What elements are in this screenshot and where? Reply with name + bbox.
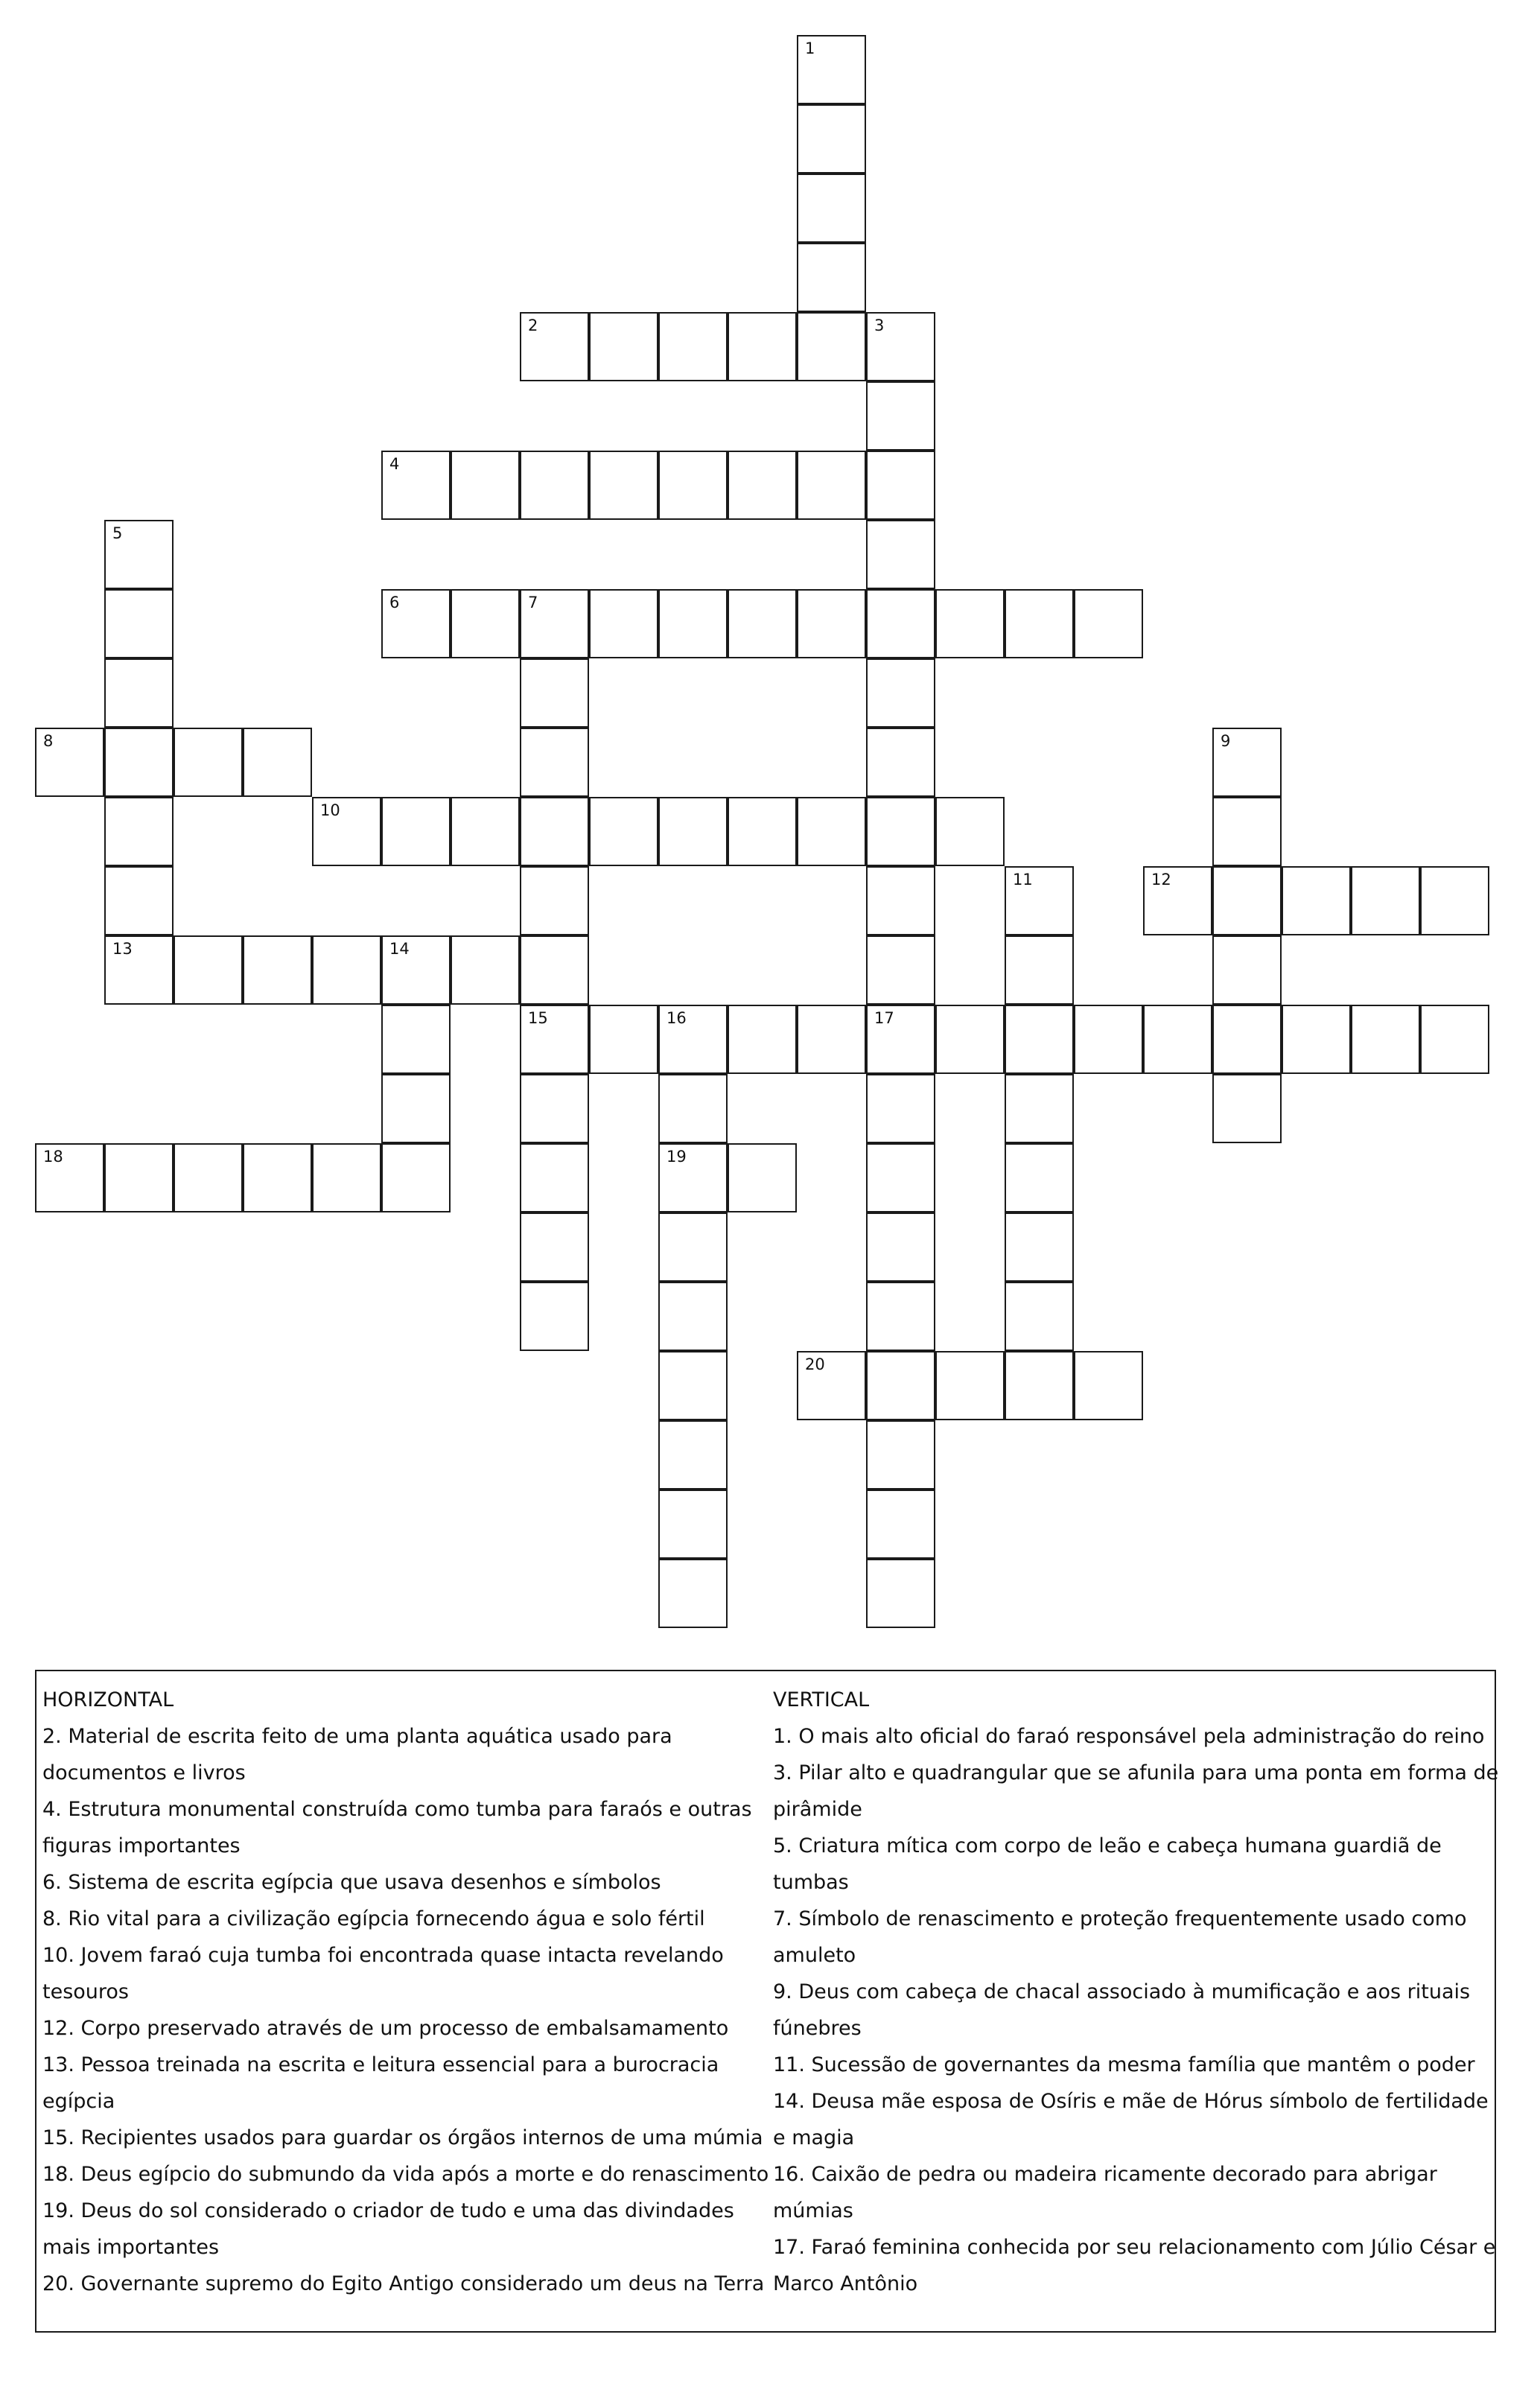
grid-cell[interactable] <box>797 104 866 174</box>
grid-cell[interactable] <box>1005 1074 1074 1143</box>
grid-cell[interactable] <box>589 451 658 520</box>
grid-cell[interactable] <box>381 1074 451 1143</box>
cell-number: 6 <box>389 594 400 611</box>
grid-cell[interactable] <box>658 1005 728 1074</box>
down-clue-9: 9. Deus com cabeça de chacal associado à mumificação e aos rituais fúnebres <box>773 1980 1471 2040</box>
down-clues <box>773 1682 1503 2302</box>
grid-cell[interactable] <box>658 797 728 866</box>
grid-cell[interactable] <box>381 1005 451 1074</box>
grid-cell[interactable] <box>866 797 935 866</box>
grid-cell[interactable] <box>174 728 243 797</box>
grid-cell[interactable] <box>1005 935 1074 1005</box>
grid-cell[interactable] <box>312 1143 381 1212</box>
grid-cell[interactable] <box>935 1005 1005 1074</box>
cell-number: 7 <box>528 594 538 611</box>
grid-cell[interactable] <box>658 1143 728 1212</box>
across-clues <box>42 1682 772 2302</box>
grid-cell[interactable] <box>1420 1005 1489 1074</box>
across-clue-15: 15. Recipientes usados para guardar os órgãos internos de uma múmia <box>42 2126 763 2149</box>
cell-number: 17 <box>874 1009 894 1027</box>
grid-cell[interactable] <box>312 935 381 1005</box>
grid-cell[interactable] <box>1282 866 1351 935</box>
grid-cell[interactable] <box>589 1005 658 1074</box>
grid-cell[interactable] <box>104 1143 174 1212</box>
grid-cell[interactable] <box>381 451 451 520</box>
grid-cell[interactable] <box>797 174 866 243</box>
grid-cell[interactable] <box>1143 866 1212 935</box>
grid-cell[interactable] <box>866 935 935 1005</box>
across-clue-2: 2. Material de escrita feito de uma planta aquática usado para documentos e livros <box>42 1725 672 1784</box>
grid-cell[interactable] <box>658 1212 728 1282</box>
grid-cell[interactable] <box>520 728 589 797</box>
grid-cell[interactable] <box>520 1282 589 1351</box>
grid-cell[interactable] <box>866 520 935 589</box>
across-clue-18: 18. Deus egípcio do submundo da vida após a morte e do renascimento <box>42 2163 769 2186</box>
grid-cell[interactable] <box>35 1143 104 1212</box>
across-clue-19: 19. Deus do sol considerado o criador de tudo e uma das divindades mais importantes <box>42 2199 734 2259</box>
grid-cell[interactable] <box>866 1559 935 1628</box>
grid-cell[interactable] <box>797 243 866 312</box>
grid-cell[interactable] <box>797 1351 866 1420</box>
grid-cell[interactable] <box>728 1143 797 1212</box>
across-clue-13: 13. Pessoa treinada na escrita e leitura essencial para a burocracia egípcia <box>42 2053 719 2113</box>
down-clue-1: 1. O mais alto oficial do faraó responsável pela administração do reino <box>773 1725 1485 1748</box>
cell-number: 19 <box>666 1148 687 1166</box>
grid-cell[interactable] <box>1212 1074 1282 1143</box>
grid-cell[interactable] <box>658 1420 728 1490</box>
grid-cell[interactable] <box>935 797 1005 866</box>
grid-cell[interactable] <box>174 1143 243 1212</box>
grid-cell[interactable] <box>658 451 728 520</box>
cell-number: 8 <box>43 732 54 750</box>
down-clue-17: 17. Faraó feminina conhecida por seu relacionamento com Júlio César e Marco Antônio <box>773 2236 1496 2295</box>
grid-cell[interactable] <box>243 935 312 1005</box>
grid-cell[interactable] <box>35 728 104 797</box>
grid-cell[interactable] <box>1212 1005 1282 1074</box>
grid-cell[interactable] <box>866 658 935 728</box>
cell-number: 11 <box>1013 871 1033 889</box>
grid-cell[interactable] <box>589 312 658 381</box>
grid-cell[interactable] <box>520 866 589 935</box>
grid-cell[interactable] <box>520 1005 589 1074</box>
grid-cell[interactable] <box>520 1143 589 1212</box>
grid-cell[interactable] <box>1212 866 1282 935</box>
grid-cell[interactable] <box>451 451 520 520</box>
grid-cell[interactable] <box>866 1212 935 1282</box>
grid-cell[interactable] <box>1074 1351 1143 1420</box>
grid-cell[interactable] <box>243 728 312 797</box>
grid-cell[interactable] <box>866 728 935 797</box>
grid-cell[interactable] <box>243 1143 312 1212</box>
grid-cell[interactable] <box>1005 1005 1074 1074</box>
grid-cell[interactable] <box>866 1420 935 1490</box>
down-clue-3: 3. Pilar alto e quadrangular que se afunila para uma ponta em forma de pirâmide <box>773 1761 1499 1821</box>
grid-cell[interactable] <box>866 1143 935 1212</box>
grid-cell[interactable] <box>866 589 935 658</box>
grid-cell[interactable] <box>866 1282 935 1351</box>
down-clue-14: 14. Deusa mãe esposa de Osíris e mãe de Hórus símbolo de fertilidade e magia <box>773 2090 1489 2149</box>
across-clue-6: 6. Sistema de escrita egípcia que usava desenhos e símbolos <box>42 1871 661 1894</box>
grid-cell[interactable] <box>174 935 243 1005</box>
grid-cell[interactable] <box>935 1351 1005 1420</box>
cell-number: 12 <box>1151 871 1171 889</box>
grid-cell[interactable] <box>1074 589 1143 658</box>
grid-cell[interactable] <box>866 1351 935 1420</box>
down-clue-7: 7. Símbolo de renascimento e proteção frequentemente usado como amuleto <box>773 1907 1467 1967</box>
grid-cell[interactable] <box>866 451 935 520</box>
grid-cell[interactable] <box>728 312 797 381</box>
grid-cell[interactable] <box>866 866 935 935</box>
grid-cell[interactable] <box>797 589 866 658</box>
grid-cell[interactable] <box>658 1559 728 1628</box>
grid-cell[interactable] <box>104 935 174 1005</box>
grid-cell[interactable] <box>1351 1005 1420 1074</box>
grid-cell[interactable] <box>866 1005 935 1074</box>
across-clue-12: 12. Corpo preservado através de um processo de embalsamamento <box>42 2017 729 2040</box>
grid-cell[interactable] <box>520 1212 589 1282</box>
grid-cell[interactable] <box>451 935 520 1005</box>
cell-number: 9 <box>1221 732 1231 750</box>
grid-cell[interactable] <box>658 1282 728 1351</box>
grid-cell[interactable] <box>520 451 589 520</box>
grid-cell[interactable] <box>1005 1282 1074 1351</box>
grid-cell[interactable] <box>589 589 658 658</box>
across-clue-10: 10. Jovem faraó cuja tumba foi encontrada quase intacta revelando tesouros <box>42 1944 724 2003</box>
down-clue-16: 16. Caixão de pedra ou madeira ricamente decorado para abrigar múmias <box>773 2163 1437 2222</box>
grid-cell[interactable] <box>1420 866 1489 935</box>
grid-cell[interactable] <box>797 312 866 381</box>
grid-cell[interactable] <box>520 797 589 866</box>
grid-cell[interactable] <box>1212 797 1282 866</box>
grid-cell[interactable] <box>104 520 174 589</box>
grid-cell[interactable] <box>728 797 797 866</box>
grid-cell[interactable] <box>312 797 381 866</box>
grid-cell[interactable] <box>1005 589 1074 658</box>
grid-cell[interactable] <box>381 797 451 866</box>
grid-cell[interactable] <box>658 1351 728 1420</box>
across-heading: HORIZONTAL <box>42 1688 174 1711</box>
grid-cell[interactable] <box>1282 1005 1351 1074</box>
down-clue-11: 11. Sucessão de governantes da mesma família que mantêm o poder <box>773 2053 1475 2076</box>
cell-number: 15 <box>528 1009 548 1027</box>
grid-cell[interactable] <box>658 1074 728 1143</box>
grid-cell[interactable] <box>1074 1005 1143 1074</box>
cell-number: 2 <box>528 317 538 334</box>
grid-cell[interactable] <box>866 381 935 451</box>
grid-cell[interactable] <box>381 1143 451 1212</box>
grid-cell[interactable] <box>589 797 658 866</box>
grid-cell[interactable] <box>451 589 520 658</box>
grid-cell[interactable] <box>520 312 589 381</box>
grid-cell[interactable] <box>1143 1005 1212 1074</box>
grid-cell[interactable] <box>451 797 520 866</box>
grid-cell[interactable] <box>1351 866 1420 935</box>
down-heading: VERTICAL <box>773 1688 870 1711</box>
grid-cell[interactable] <box>104 658 174 728</box>
grid-cell[interactable] <box>728 1005 797 1074</box>
grid-cell[interactable] <box>797 1005 866 1074</box>
grid-cell[interactable] <box>1005 1143 1074 1212</box>
grid-cell[interactable] <box>1005 1212 1074 1282</box>
grid-cell[interactable] <box>797 797 866 866</box>
cell-number: 20 <box>805 1355 825 1373</box>
grid-cell[interactable] <box>1212 728 1282 797</box>
grid-cell[interactable] <box>1212 935 1282 1005</box>
grid-cell[interactable] <box>797 35 866 104</box>
grid-cell[interactable] <box>866 1490 935 1559</box>
grid-cell[interactable] <box>728 589 797 658</box>
cell-number: 13 <box>112 940 133 958</box>
grid-cell[interactable] <box>381 589 451 658</box>
grid-cell[interactable] <box>658 1490 728 1559</box>
grid-cell[interactable] <box>728 451 797 520</box>
grid-cell[interactable] <box>797 451 866 520</box>
cell-number: 3 <box>874 317 885 334</box>
across-clue-20: 20. Governante supremo do Egito Antigo considerado um deus na Terra <box>42 2272 765 2295</box>
grid-cell[interactable] <box>520 658 589 728</box>
grid-cell[interactable] <box>381 935 451 1005</box>
cell-number: 1 <box>805 39 815 57</box>
grid-cell[interactable] <box>520 1074 589 1143</box>
across-clue-4: 4. Estrutura monumental construída como tumba para faraós e outras figuras importantes <box>42 1798 752 1857</box>
cell-number: 18 <box>43 1148 63 1166</box>
grid-cell[interactable] <box>866 1074 935 1143</box>
grid-cell[interactable] <box>866 312 935 381</box>
grid-cell[interactable] <box>1005 1351 1074 1420</box>
grid-cell[interactable] <box>520 589 589 658</box>
down-clue-5: 5. Criatura mítica com corpo de leão e cabeça humana guardiã de tumbas <box>773 1834 1442 1894</box>
grid-cell[interactable] <box>520 935 589 1005</box>
grid-cell[interactable] <box>104 797 174 866</box>
grid-cell[interactable] <box>658 312 728 381</box>
grid-cell[interactable] <box>104 589 174 658</box>
cell-number: 16 <box>666 1009 687 1027</box>
cell-number: 10 <box>320 801 340 819</box>
grid-cell[interactable] <box>658 589 728 658</box>
grid-cell[interactable] <box>104 866 174 935</box>
grid-cell[interactable] <box>104 728 174 797</box>
cell-number: 4 <box>389 455 400 473</box>
cell-number: 14 <box>389 940 410 958</box>
grid-cell[interactable] <box>1005 866 1074 935</box>
across-clue-8: 8. Rio vital para a civilização egípcia fornecendo água e solo fértil <box>42 1907 705 1930</box>
grid-cell[interactable] <box>935 589 1005 658</box>
cell-number: 5 <box>112 524 123 542</box>
clue-box <box>35 1670 1499 2333</box>
